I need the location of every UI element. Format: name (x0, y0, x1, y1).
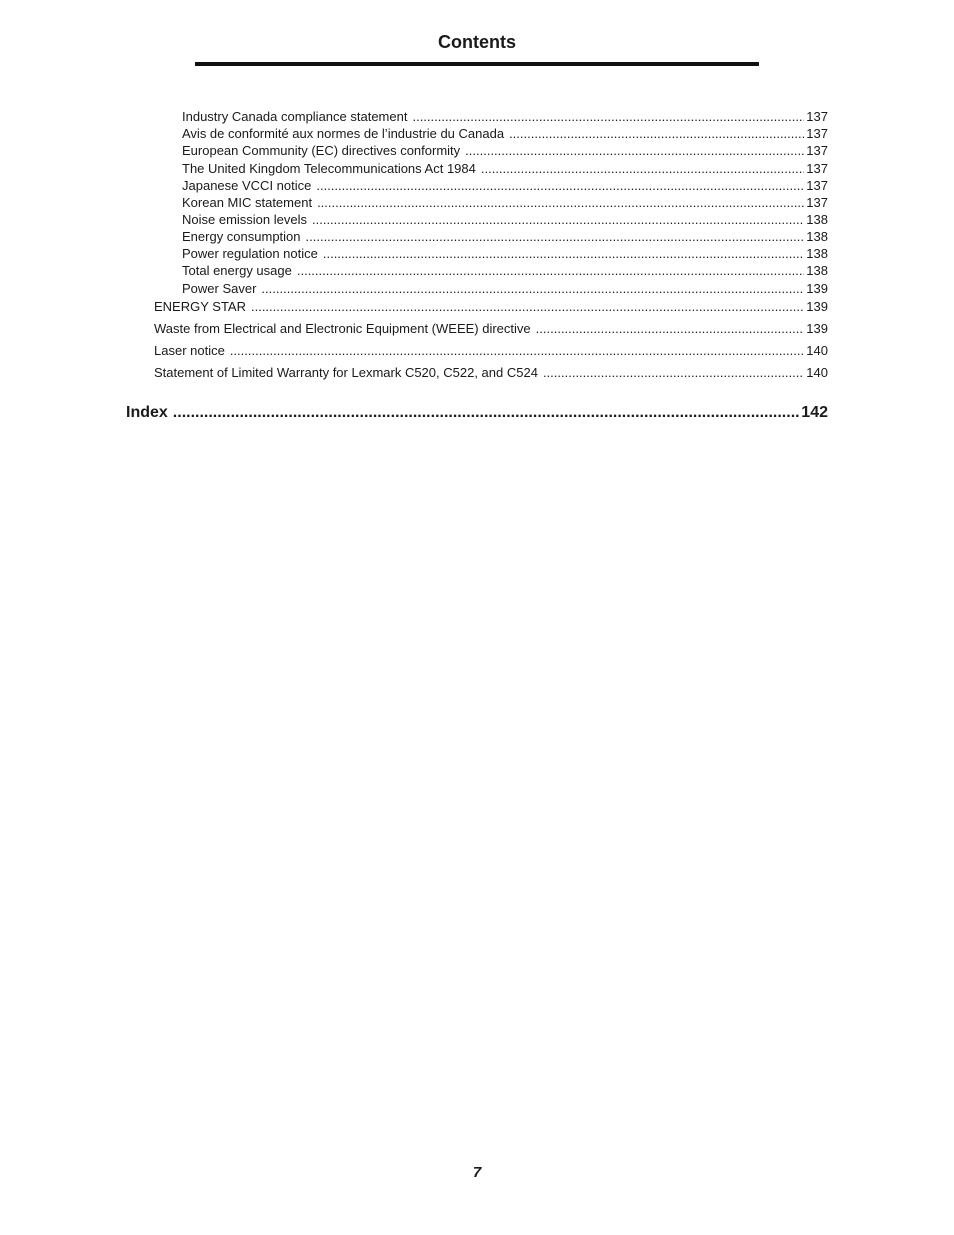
toc-entry[interactable] (154, 320, 828, 337)
toc-entry-page: 137 (806, 178, 828, 193)
toc-entry-page: 138 (806, 246, 828, 261)
toc-entry-title: Total energy usage (182, 263, 292, 278)
toc-entry[interactable] (154, 298, 828, 315)
dot-leader (312, 211, 804, 228)
toc-entry-title: ENERGY STAR (154, 299, 246, 314)
toc-entry-title: Korean MIC statement (182, 195, 313, 210)
dot-leader (297, 262, 804, 279)
toc-entry-title: European Community (EC) directives conformity (182, 143, 461, 158)
dot-leader (412, 108, 804, 125)
toc-entry[interactable] (182, 194, 828, 211)
toc-entry-page: 140 (806, 343, 828, 358)
toc-entry[interactable] (182, 177, 828, 194)
toc-entry[interactable] (182, 160, 828, 177)
dot-leader (316, 177, 804, 194)
dot-leader (543, 364, 804, 381)
toc-entry-page: 139 (806, 299, 828, 314)
toc-entry[interactable] (154, 342, 828, 359)
toc-entry[interactable] (182, 142, 828, 159)
dot-leader (509, 125, 804, 142)
toc-entry[interactable] (182, 228, 828, 245)
toc-entry-title: Power regulation notice (182, 246, 318, 261)
toc-entry-page: 137 (806, 126, 828, 141)
toc-entry[interactable] (182, 245, 828, 262)
toc-entry-page: 138 (806, 229, 828, 244)
dot-leader (317, 194, 804, 211)
toc-entry-title: Noise emission levels (182, 212, 307, 227)
dot-leader (465, 142, 804, 159)
toc-entry[interactable] (182, 125, 828, 142)
dot-leader (173, 403, 800, 423)
toc-entry-page: 139 (806, 281, 828, 296)
toc-entry[interactable] (182, 280, 828, 297)
page-title: Contents (438, 32, 516, 52)
toc-entry-page: 139 (806, 321, 828, 336)
dot-leader (251, 298, 804, 315)
toc-entry-title: The United Kingdom Telecommunications Act 1984 (182, 161, 476, 176)
toc-entry-page: 140 (806, 365, 828, 380)
toc-entry-page: 137 (806, 109, 828, 124)
dot-leader (536, 320, 805, 337)
title-rule (195, 62, 759, 66)
toc-entry-title: Statement of Limited Warranty for Lexmark C520, C522, and C524 (154, 365, 538, 380)
dot-leader (306, 228, 805, 245)
toc-entry-title: Index (126, 404, 168, 421)
toc-entry-page: 138 (806, 212, 828, 227)
dot-leader (261, 280, 804, 297)
toc-entry[interactable] (182, 108, 828, 125)
toc-entry-title: Avis de conformité aux normes de l’industrie du Canada (182, 126, 505, 141)
toc-entry-index[interactable] (126, 403, 828, 423)
toc-entry-page: 137 (806, 161, 828, 176)
toc-entry-page: 142 (801, 404, 828, 421)
toc-entry-page: 137 (806, 143, 828, 158)
toc-entry-title: Power Saver (182, 281, 257, 296)
toc-entry-title: Japanese VCCI notice (182, 178, 312, 193)
toc-entry[interactable] (182, 262, 828, 279)
dot-leader (481, 160, 804, 177)
toc-entry[interactable] (154, 364, 828, 381)
toc-entry-page: 137 (806, 195, 828, 210)
toc-entry-title: Waste from Electrical and Electronic Equipment (WEEE) directive (154, 321, 531, 336)
toc-entry-title: Energy consumption (182, 229, 301, 244)
toc-entry-title: Laser notice (154, 343, 225, 358)
dot-leader (323, 245, 804, 262)
page-number: 7 (472, 1164, 482, 1181)
toc-entry[interactable] (182, 211, 828, 228)
dot-leader (230, 342, 804, 359)
toc-entry-page: 138 (806, 263, 828, 278)
toc-entry-title: Industry Canada compliance statement (182, 109, 408, 124)
